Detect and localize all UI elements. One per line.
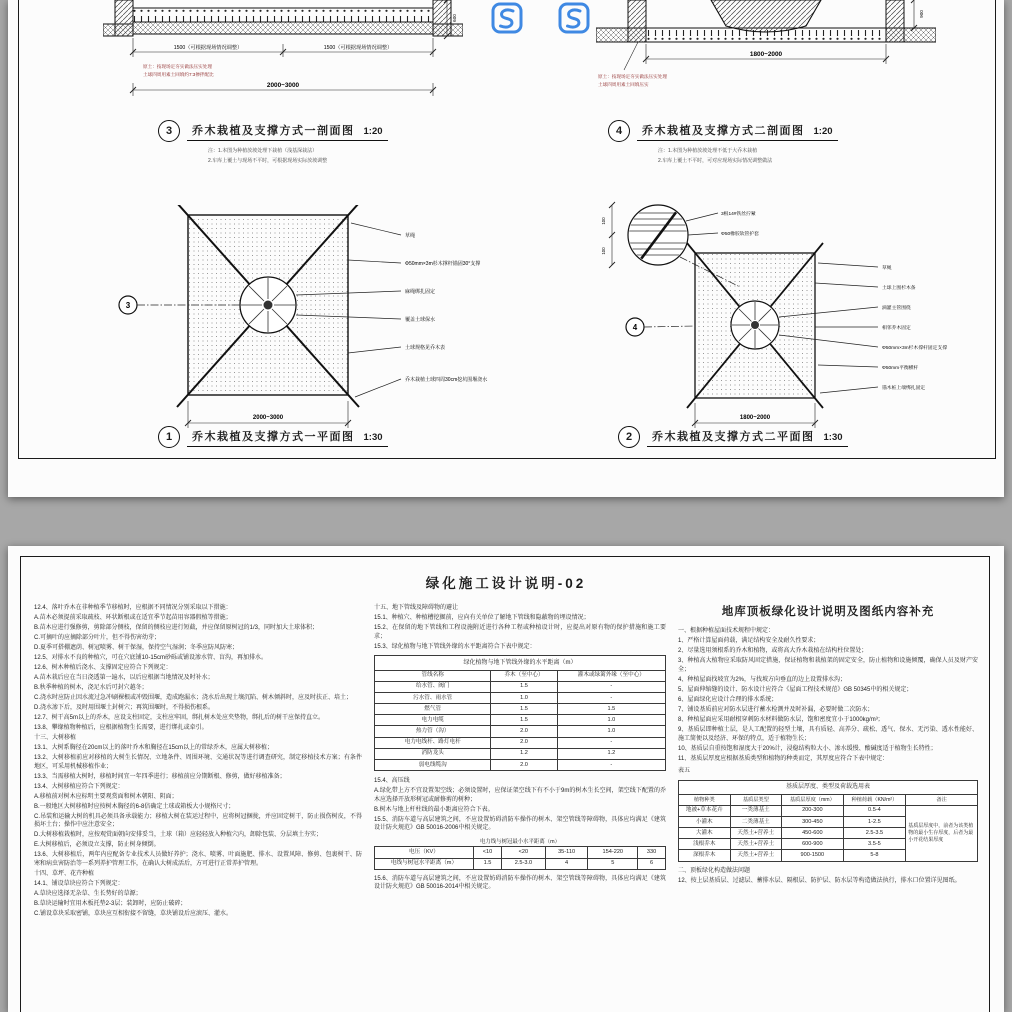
- figure-number-badge: 2: [618, 426, 640, 448]
- supplement-footer: [678, 867, 978, 886]
- dim-label: 100: [601, 217, 606, 225]
- figure-notes: [208, 147, 327, 166]
- figure-scale: 1:30: [363, 431, 383, 443]
- column-header: 电压（KV）: [375, 847, 474, 858]
- leader-label: 滴灌主管围绕: [882, 306, 911, 311]
- mid-paragraphs-1: [374, 604, 666, 651]
- table-cell: 电力电线杆、路灯电杆: [375, 737, 491, 748]
- leader-label: 3根14#铁丝拧紧: [721, 212, 756, 217]
- figure-title-plan-1: [158, 426, 388, 448]
- column-header: 备注: [906, 795, 978, 806]
- drawing-sheet-1: [8, 0, 1004, 497]
- note-line: 12.7、树干高5m以上的乔木，应设支柱固定，支柱应牢固，绑扎树木处应夹垫物，绑扎后的树干应保持直立。: [34, 715, 325, 722]
- callout-label: 原土：按现场定夯实做法压实处理: [598, 74, 667, 79]
- substrate-load-table: [678, 794, 978, 862]
- table-cell: 1.0: [557, 726, 665, 737]
- table-cell: 燃气管: [375, 704, 491, 715]
- tree-trunk-center: [264, 301, 273, 310]
- planting-pit-section: [596, 0, 936, 42]
- notes-columns: [34, 604, 978, 920]
- column-header: 管线名称: [375, 670, 491, 681]
- figure-note: 2.车库上覆土不平时，可对应现场实际情况调整做法: [658, 157, 773, 164]
- figure-name: 乔木栽植及支撑方式一剖面图: [192, 124, 355, 137]
- dim-label: 2000~3000: [252, 415, 284, 421]
- note-line: 十五、地下管线及障碍物的避让: [374, 605, 459, 611]
- table-number-label: 表五: [678, 768, 691, 775]
- leader-label: Φ50mm×3m杉木撑杆固定支撑: [882, 346, 947, 351]
- note-line: 15.5、消防车道与高层建筑之间，不应设置妨碍消防车操作的树木、架空管线等障碍物，具体应均满足《建筑设计防火规范》GB 50016-2006中相关规定。: [374, 816, 666, 832]
- table-cell: 天然土+营养土: [730, 828, 782, 839]
- table-cell: 3.5-5: [843, 839, 906, 850]
- leader-label: Φ50mm×3m杉木撑杆锚固30°支撑: [405, 261, 481, 267]
- table-row: [375, 670, 666, 681]
- table-cell: 2.0: [491, 759, 557, 770]
- detail-marker-number: 3: [125, 301, 131, 310]
- plan-drawing-2: [590, 195, 1010, 445]
- table-row: [375, 715, 666, 726]
- column-header: 154-220: [588, 847, 638, 858]
- column-header: 灌木或绿篱外缘（至中心）: [557, 670, 665, 681]
- column-header: <10: [473, 847, 501, 858]
- note-line: 15.1、种植穴、种植槽挖掘前，应向有关单位了解地下管线和隐蔽物的埋设情况；: [374, 615, 590, 622]
- supplement-items: [678, 637, 978, 763]
- plan-drawing-1: [103, 205, 573, 445]
- supplement-title: 地库顶板绿化设计说明及图纸内容补充: [721, 606, 935, 618]
- table-cell: 1.5: [557, 704, 665, 715]
- figure-title-text: [637, 122, 838, 141]
- supplement-intro: 一、根据种植屋面技术规程中规定：: [678, 628, 775, 635]
- table-cell: 二类薄基土: [730, 816, 782, 827]
- figure-note: 注：1.本图为种植放坡处理不低于大乔木栽植: [658, 148, 758, 154]
- figure-name: 乔木栽植及支撑方式二剖面图: [642, 124, 805, 137]
- note-line: 二、顶板绿化构造做法问题: [678, 867, 751, 874]
- note-line: E.大树移植后，必须设立支撑，防止树身倾倒。: [34, 842, 160, 849]
- note-line: B.秋季种植的树木，浇足水后可封穴越冬；: [34, 685, 148, 692]
- dim-label: 1500（可根据现场情况调整）: [323, 45, 393, 51]
- table-row: [375, 726, 666, 737]
- note-line: 10、基质层自重按饱和湿度大于20%计，浸稳结构粒大小、渗水缓慢、酸碱度适于植物生长特性；: [678, 745, 937, 752]
- table-cell: -: [557, 759, 665, 770]
- table-cell: 450-600: [782, 828, 844, 839]
- table-cell: 基质层厚度中，前者为该类植物的最小生存厚度，后者为最小开花结果厚度: [906, 805, 978, 861]
- figure-name: 乔木栽植及支撑方式二平面图: [652, 430, 815, 443]
- brand-watermark-icon: [490, 1, 524, 40]
- column-header: <20: [502, 847, 546, 858]
- table-cell: 1.2: [557, 748, 665, 759]
- table-cell: -: [557, 681, 665, 692]
- note-line: A.苗木必须提前采取疏枝、环状断根或在适宜季节起苗用容器假植等措施；: [34, 615, 232, 622]
- figure-title-section-3: [158, 120, 388, 142]
- table-caption: 基质层厚度、类型及荷载选用表: [678, 780, 978, 795]
- figure-note: 注：1.本图为种植放坡处理下栽植（浅基深栽法）: [208, 148, 318, 154]
- figure-notes: [658, 147, 772, 166]
- table-row: [375, 737, 666, 748]
- note-line: 12.4、落叶乔木在非种植季节移植时，应根据不同情况分别采取以下措施：: [34, 605, 232, 611]
- note-line: C.铺设草块采取密铺，草块应互相衔接不留缝，草块铺设后应滚压、灌水。: [34, 910, 233, 917]
- table-cell: 300-450: [782, 816, 844, 827]
- figure-title-text: [647, 428, 848, 447]
- table-row: [375, 681, 666, 692]
- note-line: D.大树移植栽植时，应按观赏面朝向安排妥当，土球（箱）应轻轻放入种植穴内，卸除包装、分层填土夯实；: [34, 832, 323, 839]
- leader-label: 麻绳绑扎固定: [405, 289, 436, 295]
- data-table: [374, 670, 666, 772]
- column-header: 35-110: [545, 847, 588, 858]
- table-caption: 电力线与树冠最小水平距离（m）: [480, 838, 560, 845]
- figure-name: 乔木栽植及支撑方式一平面图: [192, 430, 355, 443]
- table-cell: 浅根乔木: [679, 839, 731, 850]
- dim-label: 100: [601, 247, 606, 255]
- figure-number-badge: 4: [608, 120, 630, 142]
- table-cell: 5-8: [843, 850, 906, 861]
- dimension-lines: [609, 202, 615, 268]
- callout-label: 土球四周用素土回填约7:3掺拌配比: [143, 72, 214, 77]
- table-cell: 热力管（沟）: [375, 726, 491, 737]
- table-row: [375, 692, 666, 703]
- note-line: 11、基质层厚度应根据基质类型和植物的种类而定，其厚度应符合下表中规定：: [678, 755, 889, 762]
- tree-trunk-center: [751, 321, 759, 329]
- detail-marker-number: 4: [632, 323, 638, 332]
- figure-scale: 1:20: [363, 125, 383, 137]
- table-cell: -: [557, 737, 665, 748]
- table-cell: 2.5-3.0: [502, 858, 546, 869]
- note-line: 15.4、高压线: [374, 778, 410, 785]
- figure-title-section-4: [608, 120, 838, 142]
- note-line: 12、按上层基质层、过滤层、蓄排水层、隔根层、防护层、防水层等构造做法执行，排水口位置详见图纸。: [678, 877, 961, 884]
- leader-label: 草绳: [405, 233, 416, 239]
- note-line: 13.8、攀缘植物种植后，应根据植物生长需要，进行绑扎或牵引。: [34, 725, 208, 732]
- note-line: 15.2、在保留的地下管线和工程设施附近进行各种工程或种植设计时，应提出对原有物的保护措施和施工要求；: [374, 625, 666, 640]
- section-drawing-3: [103, 0, 463, 110]
- notes-column-middle: [374, 604, 666, 920]
- mid-paragraphs-3: [374, 875, 666, 892]
- note-line: A.草块应选择无杂草、生长势好的草源；: [34, 890, 142, 897]
- leader-label: 相邻乔木固定: [882, 326, 911, 331]
- note-line: C.浇水时应防止因水流过急冲刷裸根或冲毁围堰，造成跑漏水；浇水后出现土壤沉陷、树木倾斜时，应及时扶正、培土；: [34, 695, 353, 702]
- note-line: 15.3、绿化植物与地下管线外缘的水平距离符合下表中规定：: [374, 643, 536, 650]
- mid-paragraphs-2: [374, 777, 666, 833]
- note-line: 12.5、对排水不良的种植穴，可在穴底铺10-15cm砂砾或铺设渗水管、盲沟，再加排水。: [34, 655, 268, 662]
- leader-label: Φ50mm平衡横杆: [882, 366, 919, 371]
- table-cell: 200-300: [782, 805, 844, 816]
- table-cell: 一类薄基土: [730, 805, 782, 816]
- table-row: [679, 805, 978, 816]
- table-cell: 给水管、阀门: [375, 681, 491, 692]
- note-line: 十三、大树移植: [34, 735, 77, 742]
- table-cell: 电线与树冠水平距离（m）: [375, 858, 474, 869]
- leader-label: 土球上围杉木条: [882, 286, 916, 291]
- table-cell: 2.5-3.5: [843, 828, 906, 839]
- table-row: [375, 704, 666, 715]
- callout-label: 土球四周用素土回填压实: [598, 82, 649, 87]
- table-cell: 弱电线缆沟: [375, 759, 491, 770]
- note-line: 9、基质层即种植土层，是人工配置的轻型土壤，具有质轻、高养分、疏松、透气、保水、无污染、透水性能好、施工简便以及经济、环保的特点，适于植物生长；: [678, 726, 978, 742]
- column-header: 基质层厚度（mm）: [782, 795, 844, 806]
- table-cell: 天然土+营养土: [730, 839, 782, 850]
- table-cell: 电力电缆: [375, 715, 491, 726]
- column-header: 植物种类: [679, 795, 731, 806]
- dim-label: 900: [919, 10, 924, 18]
- leader-label: 覆盖土球保水: [405, 317, 436, 323]
- note-line: 13.4、大树移植应符合下列规定：: [34, 783, 124, 790]
- figure-title-text: [187, 122, 388, 141]
- figure-number-badge: 3: [158, 120, 180, 142]
- table-cell: 1.5: [491, 715, 557, 726]
- table-row: [375, 748, 666, 759]
- leader-label: 乔木栽植土球四周30cm挖坑围堰浇水: [405, 377, 488, 383]
- figure-title-plan-2: [618, 426, 848, 448]
- table-cell: 1-2.5: [843, 816, 906, 827]
- note-line: 1、严格计算屋面荷载，满足结构安全及耐久性要求；: [678, 638, 820, 645]
- table-cell: 2.0: [491, 726, 557, 737]
- figure-title-text: [187, 428, 388, 447]
- leader-label: 锚木桩上端绑扎固定: [882, 386, 926, 391]
- note-line: 13.3、当需移植大树时，移植时间宜一年四季进行；移植前应分期断根、修剪，做好移植准备；: [34, 773, 286, 780]
- doc-title: 绿化施工设计说明-02: [425, 576, 587, 591]
- notes-column-left: [34, 604, 362, 920]
- callout-label: 原土：按现场定夯实做法压实处理: [143, 64, 212, 69]
- table-cell: 天然土+营养土: [730, 850, 782, 861]
- table-caption: 绿化植物与地下管线外缘的水平距离（m）: [374, 655, 666, 670]
- table-cell: 1.2: [491, 748, 557, 759]
- section-cut-line: [644, 326, 695, 327]
- table-row: [679, 795, 978, 806]
- figure-scale: 1:30: [823, 431, 843, 443]
- note-line: B.一般地区大树移植时应按树木胸径的6-8倍确定土球或箱板大小规格尺寸；: [34, 803, 235, 810]
- dim-label: 1500（可根据现场情况调整）: [173, 45, 243, 51]
- table-cell: 6: [638, 858, 666, 869]
- data-table: [678, 794, 978, 862]
- table-cell: 深根乔木: [679, 850, 731, 861]
- table-cell: 1.5: [491, 704, 557, 715]
- note-line: B.草块运输时宜用木板托垫2-3层；装卸时，应防止破碎；: [34, 900, 187, 907]
- note-line: 13.2、大树移植前应对移植的大树生长情况、立地条件、周围环境、交通状况等进行调查研究，制定移植技术方案；有条件地区，可采用机械移植作业；: [34, 755, 362, 770]
- column-header: 330: [638, 847, 666, 858]
- column-header: 基质层类型: [730, 795, 782, 806]
- column-header: 种植荷载（KN/m²）: [843, 795, 906, 806]
- table-cell: 污水管、雨水管: [375, 692, 491, 703]
- leader-label: 土球规格见乔木表: [405, 345, 446, 351]
- note-line: 13.6、大树移植后，两年内应配备专业技术人员做好养护；浇水、喷雾、叶面施肥、排水、设置风障、修剪、包裹树干、防寒和病虫害防治等一系列养护管理工作，在确认大树成活后，方可进行正常养护管理。: [34, 852, 362, 867]
- table-row: [375, 858, 666, 869]
- section-drawing-4: [596, 0, 936, 110]
- dim-label: 600: [452, 14, 457, 22]
- table-cell: 0.5-4: [843, 805, 906, 816]
- note-line: 十四、草坪、花卉种植: [34, 870, 95, 877]
- table-cell: 大灌木: [679, 828, 731, 839]
- note-line: 14.1、铺设草块应符合下列规定：: [34, 880, 124, 887]
- table-row: [375, 847, 666, 858]
- note-line: B.树木与地上杆柱线的最小距离应符合下表。: [374, 806, 494, 813]
- note-line: A.苗木栽后应在当日浇透第一遍水，以后应根据当地情况及时补水；: [34, 675, 214, 682]
- table-cell: 2.0: [491, 737, 557, 748]
- table-cell: 1.5: [473, 858, 501, 869]
- table-cell: 900-1500: [782, 850, 844, 861]
- note-line: 6、屋面绿化应设计合理的排水系统；: [678, 696, 778, 703]
- note-line: 12.6、树木种植后浇水、支撑固定应符合下列规定：: [34, 665, 172, 672]
- note-line: A.移植前对树木应标明主要观赏面和树木朝阳、阴面；: [34, 793, 178, 800]
- table-cell: 地被+草本花卉: [679, 805, 731, 816]
- figure-note: 2.车库上覆土与现场不平时，可根据现场实际放坡调整: [208, 157, 328, 164]
- note-line: 7、铺设基质前应对防水层进行蓄水检测并及时补漏，必要时做二次防水；: [678, 706, 874, 713]
- dim-label: 1800~2000: [749, 51, 783, 58]
- column-header: 乔木（至中心）: [491, 670, 557, 681]
- note-line: C.吊装和运输大树的机具必须具备承载能力；移植大树在装运过程中，应将树冠捆拢，并应固定树干，防止损伤树皮，不得损坏土台；操作中应注意安全；: [34, 813, 362, 829]
- figure-number-badge: 1: [158, 426, 180, 448]
- note-line: 13.1、大树系胸径在20cm以上的落叶乔木和胸径在15cm以上的常绿乔木，应属大树移植；: [34, 745, 274, 752]
- tree-root-ball: [711, 0, 821, 32]
- brand-watermark-icon: [557, 1, 591, 40]
- note-line: 3、种植高大植物应采取防风固定措施，保证植物和栽植架的固定安全，防止植物和设施倾覆，确保人员及财产安全；: [678, 658, 978, 673]
- note-line: 4、种植屋面找坡宜为2%，与找坡方向垂直的边上设置排水沟；: [678, 676, 847, 683]
- table-cell: 5: [588, 858, 638, 869]
- table-cell: 1.5: [491, 681, 557, 692]
- pipeline-distance-table: [374, 670, 666, 772]
- table-cell: 1.0: [491, 692, 557, 703]
- voltage-distance-table: [374, 846, 666, 869]
- leader-label: 草绳: [882, 266, 892, 271]
- note-line: 8、种植屋面应采用耐根穿刺防水材料做防水层，饱和密度宜小于1000kg/m³；: [678, 716, 884, 723]
- note-line: 5、屋面伸缩缝的设计、防水设计应符合《屋面工程技术规范》GB 50345中的相关规定；: [678, 686, 913, 693]
- note-line: 2、尽量选用须根系的乔木和植物，或将高大乔木栽植在结构柱位置处；: [678, 648, 868, 655]
- figure-scale: 1:20: [813, 125, 833, 137]
- planting-pit-section: [103, 0, 463, 36]
- data-table: [374, 846, 666, 869]
- leader-label: Φ50橡胶软管护套: [721, 232, 759, 237]
- table-cell: 600-900: [782, 839, 844, 850]
- table-cell: 4: [545, 858, 588, 869]
- note-line: A.绿化带上方不宜设置架空线；必须设置时，应保证架空线下有不小于9m的树木生长空间，架空线下配置的乔木应选择开放形树冠或耐修剪的树种；: [374, 788, 666, 803]
- note-line: 15.6、消防车道与高层建筑之间，不应设置妨碍消防车操作的树木、架空管线等障碍物，具体应均满足《建筑设计防火规范》GB 50016-2014中相关规定。: [374, 875, 666, 891]
- note-line: C.可摘叶的应摘除部分叶片，但不得伤害幼芽；: [34, 635, 161, 642]
- table-cell: 消防龙头: [375, 748, 491, 759]
- table-cell: 小灌木: [679, 816, 731, 827]
- notes-sheet-2: [8, 546, 1004, 1012]
- dim-label: 1800~2000: [739, 415, 771, 421]
- dim-label: 2000~3000: [266, 82, 300, 89]
- table-cell: -: [557, 692, 665, 703]
- note-line: D.夏季可搭棚遮荫、树冠喷雾、树干保湿，保持空气湿润；冬季应防风防寒；: [34, 645, 239, 652]
- note-line: B.苗木应进行强修剪，剪除部分侧枝，保留的侧枝应进行短截，并应保留原树冠的1/3，同时加大土球体积；: [34, 625, 319, 632]
- notes-column-right: [678, 604, 978, 920]
- table-cell: 1.0: [557, 715, 665, 726]
- note-line: D.浇水渗下后，及时用围堰土封树穴；再筑围堰时，不得损伤根系。: [34, 705, 215, 712]
- table-row: [375, 759, 666, 770]
